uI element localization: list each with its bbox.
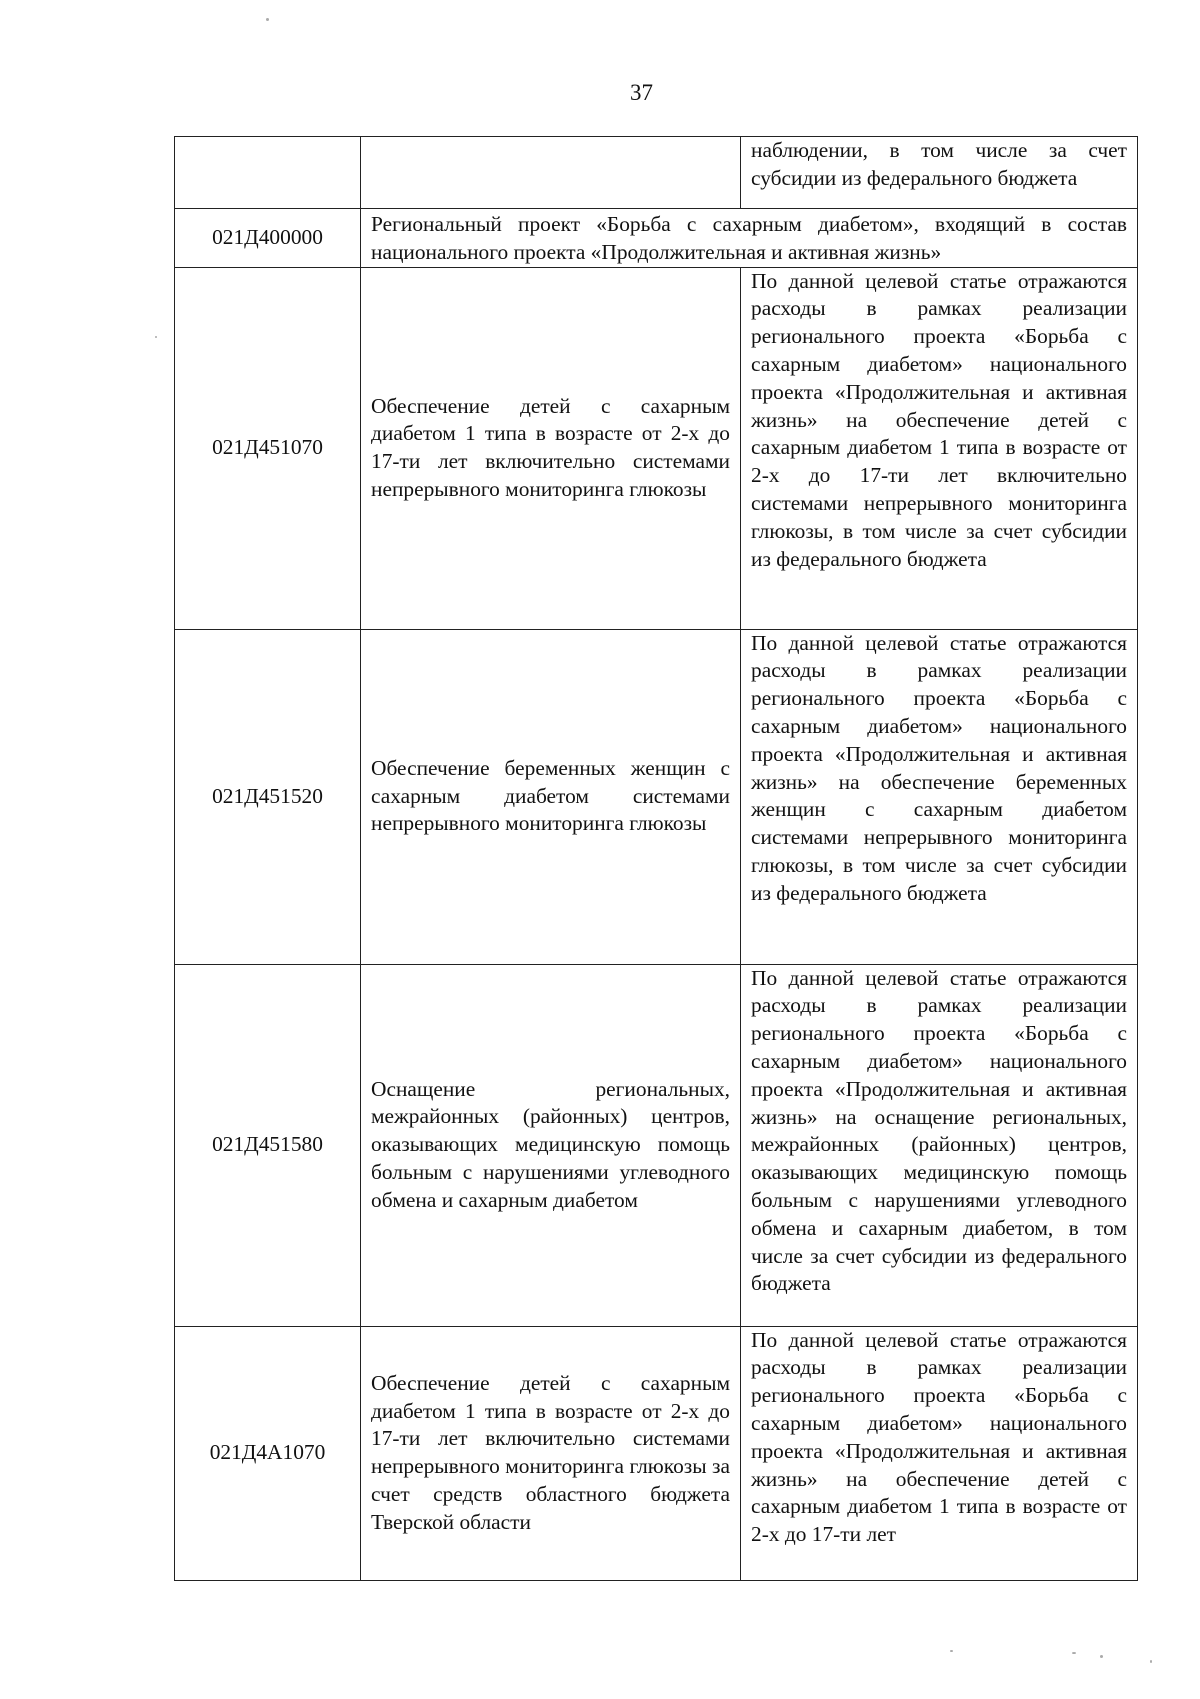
scan-speck — [266, 18, 269, 21]
code-cell: 021Д400000 — [175, 209, 361, 268]
page-number: 37 — [630, 80, 653, 105]
scan-speck — [1072, 1652, 1076, 1654]
budget-classification-table — [174, 136, 1138, 1581]
code-cell: 021Д451580 — [175, 964, 361, 1326]
name-cell: Обеспечение детей с сахарным диабетом 1 типа в возрасте от 2-х до 17-ти лет включительно системами непрерывного мониторинга глюкозы за счет средств областного бюджета Тверской области — [361, 1326, 741, 1580]
name-cell — [361, 137, 741, 209]
table-row — [175, 267, 1138, 629]
description-cell: По данной целевой статье отражаются расходы в рамках реализации регионального проекта «Борьба с сахарным диабетом» национального проекта «Продолжительная и активная жизнь» на оснащение региональных, межрайонных (районных) центров, оказывающих медицинскую помощь больным с нарушениями углеводного обмена и сахарным диабетом, в том числе за счет субсидии из федерального бюджета — [741, 964, 1138, 1326]
scan-speck — [950, 1650, 953, 1652]
table-row — [175, 209, 1138, 268]
table-row — [175, 137, 1138, 209]
name-cell: Оснащение региональных, межрайонных (районных) центров, оказывающих медицинскую помощь больным с нарушениями углеводного обмена и сахарным диабетом — [361, 964, 741, 1326]
code-cell: 021Д451520 — [175, 629, 361, 964]
code-cell — [175, 137, 361, 209]
description-cell: По данной целевой статье отражаются расходы в рамках реализации регионального проекта «Борьба с сахарным диабетом» национального проекта «Продолжительная и активная жизнь» на обеспечение беременных женщин с сахарным диабетом системами непрерывного мониторинга глюкозы, в том числе за счет субсидии из федерального бюджета — [741, 629, 1138, 964]
table-row — [175, 964, 1138, 1326]
project-title-cell: Региональный проект «Борьба с сахарным диабетом», входящий в состав национального проекта «Продолжительная и активная жизнь» — [361, 209, 1138, 268]
description-cell: По данной целевой статье отражаются расходы в рамках реализации регионального проекта «Борьба с сахарным диабетом» национального проекта «Продолжительная и активная жизнь» на обеспечение детей с сахарным диабетом 1 типа в возрасте от 2-х до 17-ти лет — [741, 1326, 1138, 1580]
table-row — [175, 1326, 1138, 1580]
scan-speck — [1100, 1655, 1103, 1658]
name-cell: Обеспечение детей с сахарным диабетом 1 типа в возрасте от 2-х до 17-ти лет включительно системами непрерывного мониторинга глюкозы — [361, 267, 741, 629]
name-cell: Обеспечение беременных женщин с сахарным диабетом системами непрерывного мониторинга глюкозы — [361, 629, 741, 964]
code-cell: 021Д451070 — [175, 267, 361, 629]
description-cell: По данной целевой статье отражаются расходы в рамках реализации регионального проекта «Борьба с сахарным диабетом» национального проекта «Продолжительная и активная жизнь» на обеспечение детей с сахарным диабетом 1 типа в возрасте от 2-х до 17-ти лет включительно системами непрерывного мониторинга глюкозы, в том числе за счет субсидии из федерального бюджета — [741, 267, 1138, 629]
scan-speck — [155, 336, 157, 338]
code-cell: 021Д4А1070 — [175, 1326, 361, 1580]
scan-speck — [1150, 1660, 1152, 1663]
description-cell: наблюдении, в том числе за счет субсидии из федерального бюджета — [741, 137, 1138, 209]
table-row — [175, 629, 1138, 964]
